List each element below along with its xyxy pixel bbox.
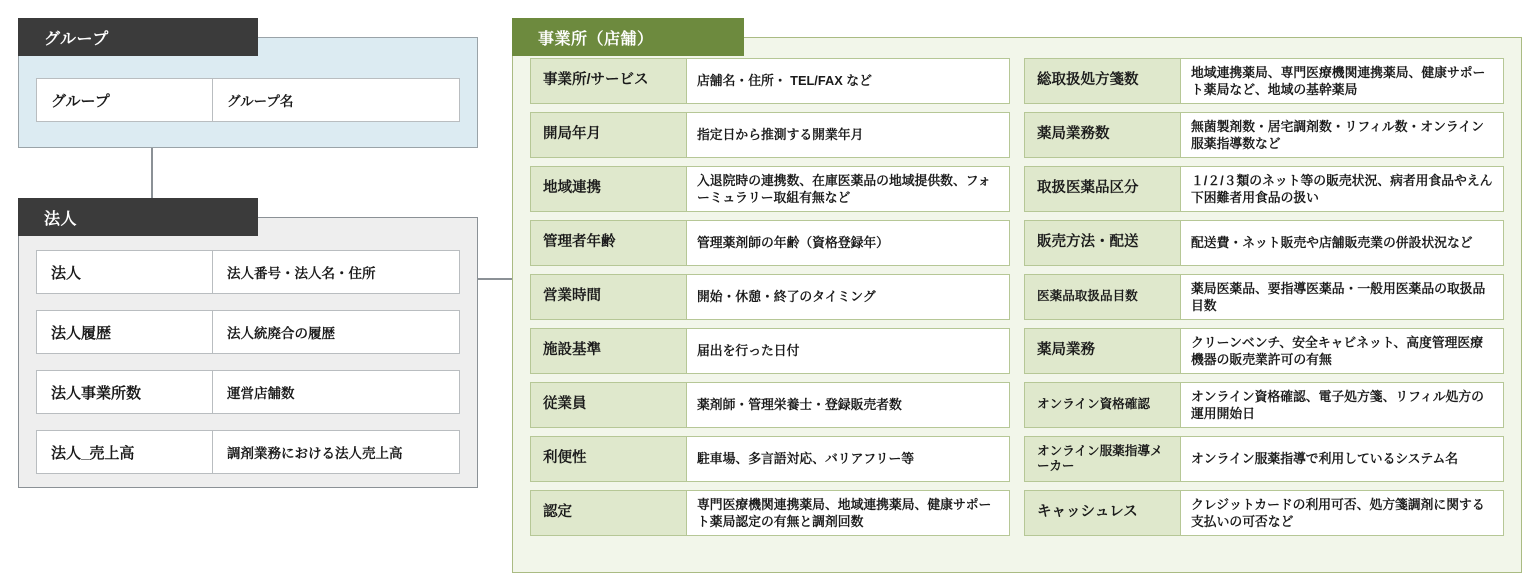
group-panel-tab — [18, 18, 258, 56]
table-row — [530, 490, 1010, 536]
row-key: 薬局業務 — [1025, 329, 1181, 373]
row-value: オンライン資格確認、電子処方箋、リフィル処方の運用開始日 — [1191, 388, 1484, 421]
row-key: 医薬品取扱品目数 — [1025, 275, 1181, 319]
row-value: 配送費・ネット販売や店舗販売業の併設状況など — [1191, 235, 1473, 251]
row-key: 開局年月 — [531, 113, 687, 157]
row-value: 法人統廃合の履歴 — [227, 326, 335, 341]
table-row — [1024, 112, 1504, 158]
row-key: 営業時間 — [531, 275, 687, 319]
table-row — [1024, 436, 1504, 482]
row-value: オンライン服薬指導で利用しているシステム名 — [1191, 451, 1459, 467]
row-key: グループ — [37, 79, 213, 121]
table-row — [1024, 58, 1504, 104]
row-value: 調剤業務における法人売上高 — [227, 446, 403, 461]
office-panel-title: 事業所（店舗） — [538, 30, 654, 48]
table-row — [36, 250, 460, 294]
office-panel — [512, 18, 1522, 573]
row-value: 駐車場、多言語対応、バリアフリー等 — [697, 451, 915, 467]
row-key: 事業所/サービス — [531, 59, 687, 103]
group-panel-title: グループ — [44, 30, 109, 48]
table-row — [530, 436, 1010, 482]
corporate-panel-title: 法人 — [44, 210, 78, 228]
row-key: 販売方法・配送 — [1025, 221, 1181, 265]
connector-group-to-corporate-vertical — [151, 148, 153, 198]
row-value: 地域連携薬局、専門医療機関連携薬局、健康サポート薬局など、地域の基幹薬局 — [1191, 64, 1486, 97]
row-key: 薬局業務数 — [1025, 113, 1181, 157]
row-key: 法人履歴 — [37, 311, 213, 353]
row-value: 届出を行った日付 — [697, 343, 800, 359]
office-left-column — [530, 58, 1010, 536]
row-value: 入退院時の連携数、在庫医薬品の地域提供数、フォーミュラリー取組有無など — [697, 172, 991, 205]
row-key: 施設基準 — [531, 329, 687, 373]
row-key: オンライン資格確認 — [1025, 383, 1181, 427]
row-key: 認定 — [531, 491, 687, 535]
table-row — [530, 328, 1010, 374]
row-key: 管理者年齢 — [531, 221, 687, 265]
table-row — [530, 274, 1010, 320]
row-key: 利便性 — [531, 437, 687, 481]
row-key: 地域連携 — [531, 167, 687, 211]
row-value: 指定日から推測する開業年月 — [697, 127, 864, 143]
row-value: 運営店舗数 — [227, 386, 295, 401]
table-row — [1024, 490, 1504, 536]
table-row — [1024, 274, 1504, 320]
table-row — [1024, 382, 1504, 428]
row-key: 法人 — [37, 251, 213, 293]
row-key: 法人_売上高 — [37, 431, 213, 473]
row-key: オンライン服薬指導メーカー — [1025, 437, 1181, 481]
row-value: 管理薬剤師の年齢（資格登録年） — [697, 235, 889, 251]
row-value: 開始・休憩・終了のタイミング — [697, 289, 876, 305]
row-value: 法人番号・法人名・住所 — [227, 266, 376, 281]
table-row — [36, 370, 460, 414]
group-panel — [18, 18, 478, 148]
row-value: 無菌製剤数・居宅調剤数・リフィル数・オンライン服薬指導数など — [1191, 118, 1484, 151]
row-value: 専門医療機関連携薬局、地域連携薬局、健康サポート薬局認定の有無と調剤回数 — [697, 496, 992, 529]
row-key: 法人事業所数 — [37, 371, 213, 413]
table-row — [530, 382, 1010, 428]
office-grid — [530, 58, 1504, 536]
office-right-column — [1024, 58, 1504, 536]
table-row — [36, 430, 460, 474]
row-value: クリーンベンチ、安全キャビネット、高度管理医療機器の販売業許可の有無 — [1191, 334, 1484, 367]
row-value: 薬剤師・管理栄養士・登録販売者数 — [697, 397, 902, 413]
row-key: 総取扱処方箋数 — [1025, 59, 1181, 103]
table-row — [530, 166, 1010, 212]
corporate-panel — [18, 198, 478, 488]
row-value: １/２/３類のネット等の販売状況、病者用食品やえん下困難者用食品の扱い — [1191, 172, 1493, 205]
table-row — [530, 58, 1010, 104]
row-value: 店舗名・住所・ TEL/FAX など — [697, 73, 872, 89]
row-key: キャッシュレス — [1025, 491, 1181, 535]
corporate-panel-tab — [18, 198, 258, 236]
row-value: 薬局医薬品、要指導医薬品・一般用医薬品の取扱品目数 — [1191, 280, 1486, 313]
row-value: クレジットカードの利用可否、処方箋調剤に関する支払いの可否など — [1191, 496, 1485, 529]
table-row — [36, 310, 460, 354]
row-value: グループ名 — [227, 94, 294, 109]
table-row — [530, 112, 1010, 158]
connector-corporate-to-office-horizontal — [478, 278, 512, 280]
table-row — [1024, 166, 1504, 212]
row-key: 取扱医薬品区分 — [1025, 167, 1181, 211]
table-row — [530, 220, 1010, 266]
row-key: 従業員 — [531, 383, 687, 427]
office-panel-tab — [512, 18, 744, 56]
table-row — [1024, 328, 1504, 374]
table-row — [36, 78, 460, 122]
table-row — [1024, 220, 1504, 266]
